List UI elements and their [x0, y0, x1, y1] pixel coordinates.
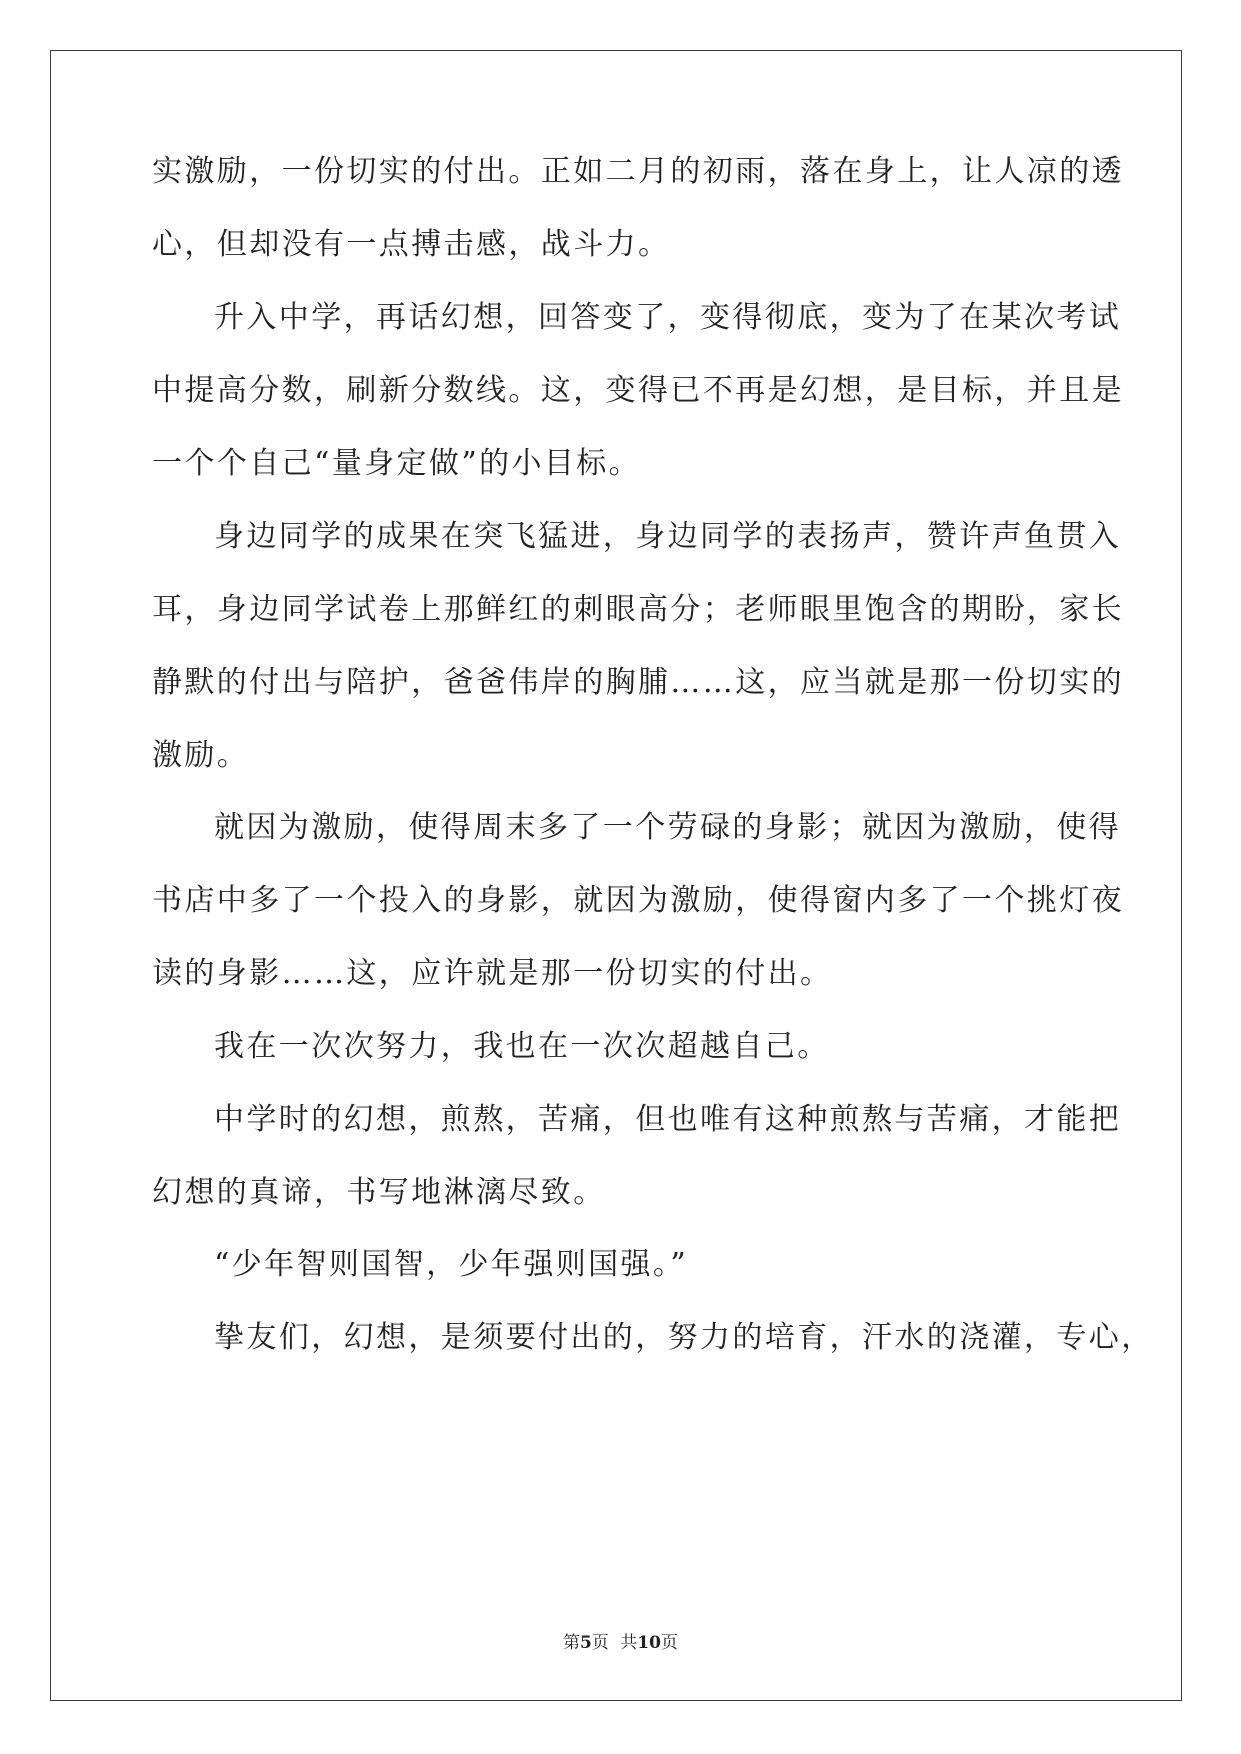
- text-line: 书店中多了一个投入的身影，就因为激励，使得窗内多了一个挑灯夜: [152, 883, 1124, 918]
- text-line: 实激励，一份切实的付出。正如二月的初雨，落在身上，让人凉的透: [152, 154, 1124, 189]
- text-line: 幻想的真谛，书写地淋漓尽致。: [152, 1175, 606, 1210]
- paragraph-start: 身边同学的成果在突飞猛进，身边同学的表扬声，赞许声鱼贯入: [214, 519, 1122, 554]
- paragraph-start: 就因为激励，使得周末多了一个劳碌的身影；就因为激励，使得: [214, 810, 1122, 845]
- text-line: 中提高分数，刷新分数线。这，变得已不再是幻想，是目标，并且是: [152, 373, 1124, 408]
- quote-line: “少年智则国智，少年强则国强。”: [214, 1247, 689, 1282]
- page-number: 5: [580, 1633, 592, 1653]
- paragraph-start: 中学时的幻想，煎熬，苦痛，但也唯有这种煎熬与苦痛，才能把: [214, 1102, 1122, 1137]
- total-pages: 10: [637, 1633, 661, 1653]
- text-line: 一个个自己“量身定做”的小目标。: [152, 446, 642, 481]
- page-suffix: 页: [591, 1633, 609, 1653]
- text-line: 激励。: [152, 738, 250, 773]
- text-line: 静默的付出与陪护，爸爸伟岸的胸脯……这，应当就是那一份切实的: [152, 665, 1124, 700]
- paragraph-start: 挚友们，幻想，是须要付出的，努力的培育，汗水的浇灌，专心，: [214, 1320, 1154, 1355]
- text-line: 耳，身边同学试卷上那鲜红的刺眼高分；老师眼里饱含的期盼，家长: [152, 592, 1124, 627]
- total-suffix: 页: [660, 1633, 678, 1653]
- paragraph-start: 我在一次次努力，我也在一次次超越自己。: [214, 1029, 830, 1064]
- total-prefix: 共: [620, 1633, 638, 1653]
- text-line: 心，但却没有一点搏击感，战斗力。: [152, 227, 671, 262]
- paragraph-start: 升入中学，再话幻想，回答变了，变得彻底，变为了在某次考试: [214, 300, 1122, 335]
- page-prefix: 第: [563, 1633, 581, 1653]
- text-line: 读的身影……这，应许就是那一份切实的付出。: [152, 956, 833, 991]
- page-footer: [0, 1628, 1241, 1653]
